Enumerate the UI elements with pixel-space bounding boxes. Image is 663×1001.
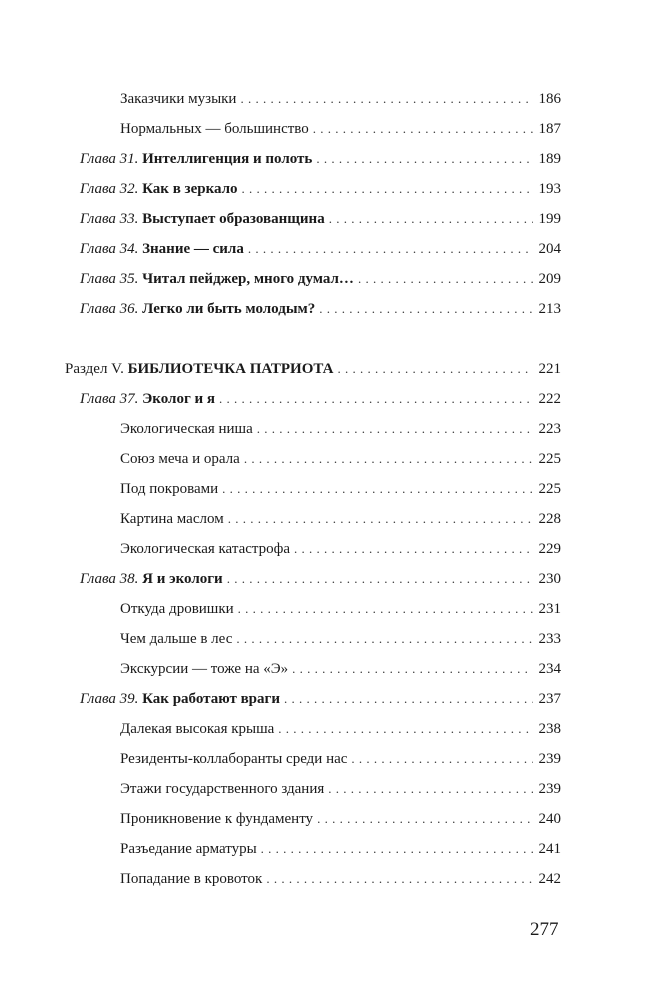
dot-leader — [236, 628, 533, 650]
toc-entry-prefix: Глава 37. — [80, 391, 143, 407]
toc-entry-title — [120, 538, 294, 560]
toc-entry-title — [65, 358, 337, 380]
toc-entry-label: Читал пейджер, много думал… — [142, 271, 354, 287]
toc-entry-page: 189 — [538, 151, 561, 167]
dot-leader — [278, 718, 533, 740]
toc-entry-label: Выступает образованщина — [142, 211, 325, 227]
toc-entry-page: 222 — [538, 391, 561, 407]
dot-leader — [227, 568, 533, 590]
toc-entry-page: 229 — [538, 541, 561, 557]
toc-entry-title — [120, 598, 238, 620]
dot-leader — [244, 448, 533, 470]
toc-entry-title — [80, 568, 227, 590]
toc-entry-prefix: Глава 33. — [80, 211, 143, 227]
toc-entry-page: 239 — [538, 751, 561, 767]
toc-entry — [120, 538, 561, 560]
toc-entry-label: Эколог и я — [142, 391, 216, 407]
toc-entry-label: Экологическая ниша — [120, 421, 253, 437]
dot-leader — [219, 388, 533, 410]
toc-entry-label: Чем дальше в лес — [120, 631, 233, 647]
toc-entry-title — [120, 628, 236, 650]
dot-leader — [222, 478, 533, 500]
dot-leader — [337, 358, 533, 380]
toc-entry-page: 234 — [538, 661, 561, 677]
toc-entry-page: 231 — [538, 601, 561, 617]
toc-entry — [80, 178, 561, 200]
dot-leader — [284, 688, 533, 710]
toc-entry — [120, 718, 561, 740]
dot-leader — [261, 838, 533, 860]
toc-entry-prefix: Глава 38. — [80, 571, 143, 587]
toc-entry-label: Как работают враги — [142, 691, 280, 707]
toc-entry — [80, 268, 561, 290]
page-number: 277 — [530, 919, 559, 940]
toc-entry — [65, 358, 561, 380]
toc-entry-label: Этажи государственного здания — [120, 781, 325, 797]
toc-entry — [80, 238, 561, 260]
toc-entry-label: Как в зеркало — [142, 181, 238, 197]
toc-entry-label: Проникновение к фундаменту — [120, 811, 314, 827]
toc-entry-title — [80, 388, 219, 410]
toc-entry-label: Далекая высокая крыша — [120, 721, 275, 737]
toc-entry-page: 239 — [538, 781, 561, 797]
toc-entry-page: 221 — [538, 361, 561, 377]
toc-entry-prefix: Глава 35. — [80, 271, 143, 287]
toc-entry-label: БИБЛИОТЕЧКА ПАТРИОТА — [127, 361, 334, 377]
toc-entry-title — [120, 88, 240, 110]
toc-entry-title — [120, 118, 313, 140]
toc-entry — [120, 778, 561, 800]
toc-entry-page: 230 — [538, 571, 561, 587]
dot-leader — [313, 118, 533, 140]
toc-entry — [80, 298, 561, 320]
dot-leader — [248, 238, 533, 260]
toc-entry-page: 199 — [538, 211, 561, 227]
toc-entry-label: Знание — сила — [142, 241, 244, 257]
toc-entry — [80, 568, 561, 590]
dot-leader — [351, 748, 533, 770]
toc-entry-title — [120, 508, 228, 530]
toc-entry — [120, 628, 561, 650]
toc-entry-title — [120, 478, 222, 500]
toc-entry-prefix: Раздел V. — [65, 361, 128, 377]
dot-leader — [358, 268, 533, 290]
toc-entry-title — [80, 298, 319, 320]
toc-entry-title — [120, 748, 351, 770]
dot-leader — [228, 508, 533, 530]
toc-entry-page: 242 — [538, 871, 561, 887]
toc-entry — [120, 508, 561, 530]
toc-entry-title — [80, 268, 358, 290]
toc-entry-label: Заказчики музыки — [120, 91, 237, 107]
toc-entry-page: 204 — [538, 241, 561, 257]
dot-leader — [266, 868, 533, 890]
toc-entry — [80, 148, 561, 170]
toc-entry-label: Союз меча и орала — [120, 451, 240, 467]
toc-entry-title — [120, 718, 278, 740]
dot-leader — [240, 88, 533, 110]
toc-entry-label: Откуда дровишки — [120, 601, 234, 617]
toc-entry-label: Резиденты-коллаборанты среди нас — [120, 751, 348, 767]
toc-entry — [120, 598, 561, 620]
toc-entry-page: 213 — [538, 301, 561, 317]
toc-entry-label: Картина маслом — [120, 511, 224, 527]
dot-leader — [257, 418, 533, 440]
toc-entry-page: 237 — [538, 691, 561, 707]
toc-entry-page: 223 — [538, 421, 561, 437]
dot-leader — [328, 778, 533, 800]
toc-entry — [80, 688, 561, 710]
toc-entry-title — [80, 148, 316, 170]
toc-entry-title — [120, 838, 261, 860]
toc-entry-label: Попадание в кровоток — [120, 871, 263, 887]
toc-entry-prefix: Глава 34. — [80, 241, 143, 257]
toc-entry-label: Разъедание арматуры — [120, 841, 257, 857]
toc-entry-title — [80, 688, 284, 710]
toc-entry — [120, 418, 561, 440]
toc-entry — [80, 208, 561, 230]
toc-entry-title — [120, 868, 266, 890]
toc-entry-page: 225 — [538, 451, 561, 467]
toc-entry-label: Экологическая катастрофа — [120, 541, 290, 557]
toc-entry-page: 238 — [538, 721, 561, 737]
toc-entry-page: 209 — [538, 271, 561, 287]
toc-entry — [80, 388, 561, 410]
toc-entry-label: Экскурсии — тоже на «Э» — [120, 661, 289, 677]
toc-entry-page: 225 — [538, 481, 561, 497]
toc-entry-title — [80, 178, 242, 200]
dot-leader — [238, 598, 533, 620]
toc-entry-page: 228 — [538, 511, 561, 527]
toc-entry-title — [120, 808, 317, 830]
dot-leader — [317, 808, 533, 830]
toc-entry — [120, 748, 561, 770]
toc-entry-label: Нормальных — большинство — [120, 121, 309, 137]
toc-entry-prefix: Глава 36. — [80, 301, 143, 317]
toc-entry — [120, 838, 561, 860]
toc-entry — [120, 118, 561, 140]
toc-entry-label: Я и экологи — [142, 571, 223, 587]
toc-entry-prefix: Глава 31. — [80, 151, 143, 167]
dot-leader — [242, 178, 533, 200]
dot-leader — [294, 538, 533, 560]
dot-leader — [319, 298, 533, 320]
toc-entry-page: 187 — [538, 121, 561, 137]
toc-entry-prefix: Глава 32. — [80, 181, 143, 197]
toc-entry-title — [120, 778, 328, 800]
toc-entry-title — [80, 238, 248, 260]
toc-entry — [120, 478, 561, 500]
toc-entry-page: 186 — [538, 91, 561, 107]
toc-entry-page: 241 — [538, 841, 561, 857]
toc-entry — [120, 658, 561, 680]
toc-entry-title — [120, 658, 292, 680]
dot-leader — [329, 208, 533, 230]
toc-entry-label: Интеллигенция и полоть — [142, 151, 313, 167]
toc-entry-title — [80, 208, 329, 230]
toc-entry-prefix: Глава 39. — [80, 691, 143, 707]
toc-entry-title — [120, 448, 244, 470]
toc-entry-label: Легко ли быть молодым? — [142, 301, 316, 317]
toc-entry — [120, 868, 561, 890]
toc-entry-page: 193 — [538, 181, 561, 197]
toc-entry-title — [120, 418, 257, 440]
toc-entry — [120, 808, 561, 830]
toc-entry — [120, 88, 561, 110]
toc-entry-page: 240 — [538, 811, 561, 827]
toc-entry-label: Под покровами — [120, 481, 219, 497]
toc-entry-page: 233 — [538, 631, 561, 647]
dot-leader — [292, 658, 533, 680]
toc-entry — [120, 448, 561, 470]
dot-leader — [316, 148, 533, 170]
